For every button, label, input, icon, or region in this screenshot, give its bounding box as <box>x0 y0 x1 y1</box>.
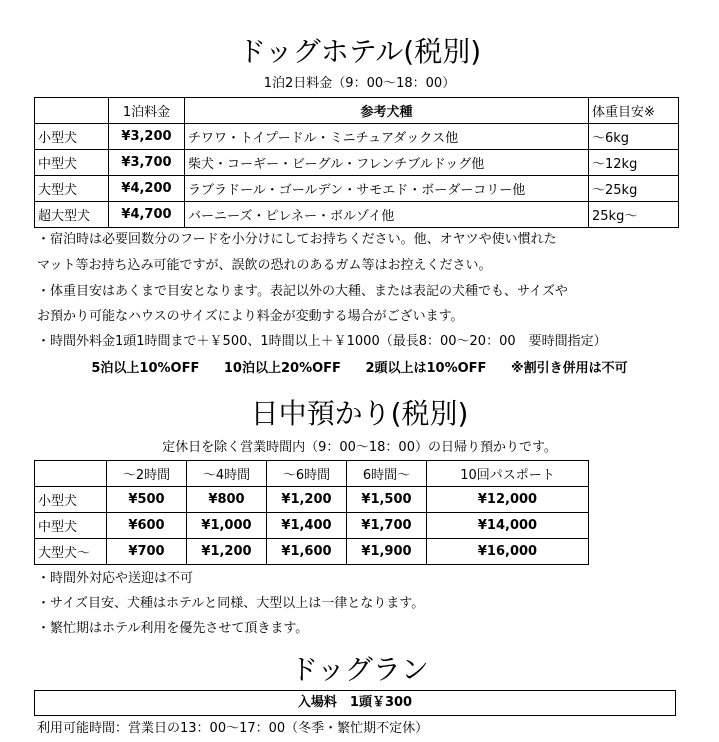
weight-cell: 〜6kg <box>589 124 679 150</box>
price-cell: ¥1,200 <box>187 539 267 565</box>
table-row <box>35 513 589 539</box>
hotel-note: ・時間外料金1頭1時間まで＋￥500、1時間以上＋￥1000（最長8：00〜20：00 要時間指定） <box>37 334 607 349</box>
price-cell: ¥4,700 <box>109 202 185 228</box>
price-cell: ¥1,200 <box>267 487 347 513</box>
price-cell: ¥12,000 <box>427 487 589 513</box>
discount-item: 2頭以上は10%OFF <box>365 361 487 376</box>
header-cell: 10回パスポート <box>427 461 589 487</box>
daycare-subtitle: 定休日を除く営業時間内（9：00〜18：00）の日帰り預かりです。 <box>162 440 557 455</box>
dogrun-title: ドッグラン <box>290 653 429 686</box>
price-cell: ¥1,400 <box>267 513 347 539</box>
size-cell: 中型犬 <box>35 150 109 176</box>
breeds-cell: 柴犬・コーギー・ビーグル・フレンチブルドッグ他 <box>185 150 589 176</box>
daycare-price-table <box>34 460 589 565</box>
hotel-note: ・体重目安はあくまで目安となります。表記以外の大種、または表記の犬種でも、サイズや <box>37 284 568 299</box>
table-row <box>35 176 679 202</box>
header-cell: 1泊料金 <box>109 98 185 124</box>
size-cell: 小型犬 <box>35 487 107 513</box>
size-cell: 小型犬 <box>35 124 109 150</box>
table-row <box>35 539 589 565</box>
dogrun-fee: 入場料 1頭￥300 <box>34 690 676 716</box>
header-cell <box>35 461 107 487</box>
size-cell: 大型犬〜 <box>35 539 107 565</box>
price-cell: ¥700 <box>107 539 187 565</box>
header-cell: 〜6時間 <box>267 461 347 487</box>
table-header-row <box>35 461 589 487</box>
table-header-row <box>35 98 679 124</box>
price-cell: ¥1,700 <box>347 513 427 539</box>
table-row <box>35 150 679 176</box>
price-cell: ¥16,000 <box>427 539 589 565</box>
price-cell: ¥3,200 <box>109 124 185 150</box>
weight-cell: 25kg〜 <box>589 202 679 228</box>
price-cell: ¥1,000 <box>187 513 267 539</box>
hotel-note: マット等お持ち込み可能ですが、誤飲の恐れのあるガム等はお控えください。 <box>37 258 492 273</box>
breeds-cell: バーニーズ・ピレネー・ボルゾイ他 <box>185 202 589 228</box>
hotel-note: お預かり可能なハウスのサイズにより料金が変動する場合がございます。 <box>37 309 464 324</box>
size-cell: 中型犬 <box>35 513 107 539</box>
price-cell: ¥600 <box>107 513 187 539</box>
size-cell: 超大型犬 <box>35 202 109 228</box>
daycare-title: 日中預かり(税別) <box>250 397 469 430</box>
table-row <box>35 487 589 513</box>
breeds-cell: ラブラドール・ゴールデン・サモエド・ボーダーコリー他 <box>185 176 589 202</box>
discount-item: 5泊以上10%OFF <box>91 361 200 376</box>
table-row <box>35 202 679 228</box>
dogrun-hours: 利用可能時間：営業日の13：00〜17：00（冬季・繁忙期不定休） <box>37 721 429 736</box>
price-cell: ¥3,700 <box>109 150 185 176</box>
discount-line <box>0 357 719 376</box>
breeds-cell: チワワ・トイプードル・ミニチュアダックス他 <box>185 124 589 150</box>
price-cell: ¥1,600 <box>267 539 347 565</box>
header-cell: 〜4時間 <box>187 461 267 487</box>
hotel-subtitle: 1泊2日料金（9：00〜18：00） <box>263 76 456 91</box>
discount-item: 10泊以上20%OFF <box>223 361 341 376</box>
daycare-note: ・サイズ目安、犬種はホテルと同様、大型以上は一律となります。 <box>37 596 425 611</box>
header-cell: 6時間〜 <box>347 461 427 487</box>
discount-item: ※割引き併用は不可 <box>510 361 628 376</box>
weight-cell: 〜25kg <box>589 176 679 202</box>
header-cell: 体重目安※ <box>589 98 679 124</box>
table-row <box>35 124 679 150</box>
weight-cell: 〜12kg <box>589 150 679 176</box>
price-cell: ¥4,200 <box>109 176 185 202</box>
hotel-note: ・宿泊時は必要回数分のフードを小分けにしてお持ちください。他、オヤツや使い慣れた <box>37 232 557 247</box>
hotel-title: ドッグホテル(税別) <box>237 35 482 68</box>
price-cell: ¥1,900 <box>347 539 427 565</box>
header-cell <box>35 98 109 124</box>
header-cell: 〜2時間 <box>107 461 187 487</box>
price-cell: ¥14,000 <box>427 513 589 539</box>
price-cell: ¥500 <box>107 487 187 513</box>
hotel-price-table <box>34 97 679 228</box>
daycare-note: ・繁忙期はホテル利用を優先させて頂きます。 <box>37 621 309 636</box>
price-cell: ¥800 <box>187 487 267 513</box>
price-cell: ¥1,500 <box>347 487 427 513</box>
size-cell: 大型犬 <box>35 176 109 202</box>
daycare-note: ・時間外対応や送迎は不可 <box>37 571 194 586</box>
header-cell: 参考犬種 <box>185 98 589 124</box>
